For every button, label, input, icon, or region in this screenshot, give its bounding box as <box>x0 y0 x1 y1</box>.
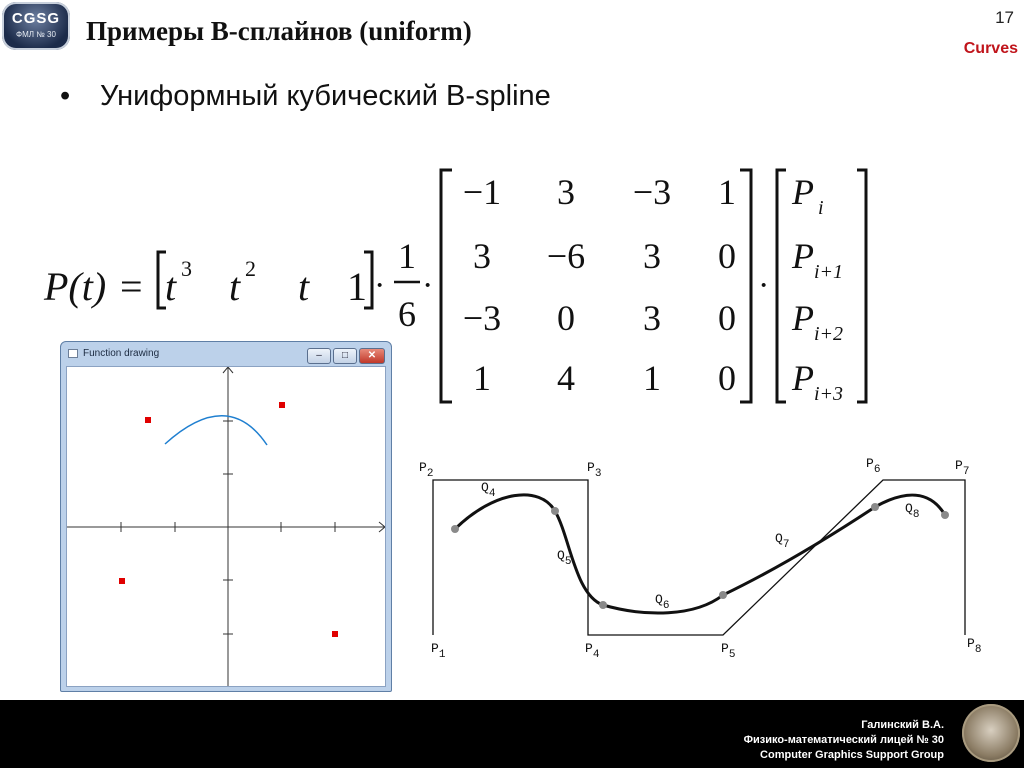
label-p7: $P_7$ <box>955 458 970 478</box>
logo-text: CGSG <box>11 10 61 27</box>
footer-school: Физико-математический лицей № 30 <box>743 734 944 746</box>
matrix-cell-r3c3: 3 <box>643 298 661 338</box>
matrix-bracket-right <box>740 170 751 402</box>
maximize-button[interactable]: □ <box>333 348 357 364</box>
control-point[interactable] <box>145 417 151 423</box>
matrix-cell-r1c2: 3 <box>557 172 575 212</box>
row-entry-1: 1 <box>347 264 367 309</box>
point-bracket-right <box>857 170 866 402</box>
b-spline-figure <box>405 445 995 680</box>
fraction-denominator: 6 <box>398 294 416 334</box>
matrix-cell-r2c1: 3 <box>473 236 491 276</box>
control-point[interactable] <box>279 402 285 408</box>
minimize-button[interactable]: – <box>307 348 331 364</box>
label-p1: $P_1$ <box>431 641 446 661</box>
formula-equals: = <box>120 264 143 309</box>
drawing-canvas[interactable] <box>66 366 386 687</box>
point-sub-3: i+3 <box>814 383 844 405</box>
control-point[interactable] <box>119 578 125 584</box>
footer-group: Computer Graphics Support Group <box>760 749 944 761</box>
matrix-cell-r3c4: 0 <box>718 298 736 338</box>
footer <box>0 700 1024 768</box>
point-p2: P <box>792 298 814 338</box>
function-drawing-window <box>60 341 392 692</box>
matrix-cell-r1c1: −1 <box>462 172 502 212</box>
formula-lhs: P(t) <box>44 264 107 309</box>
matrix-cell-r2c4: 0 <box>718 236 736 276</box>
knot-points <box>451 503 949 609</box>
label-q4: $Q_4$ <box>481 480 496 500</box>
label-p8: $P_8$ <box>967 636 982 656</box>
dot-operator-3: · <box>758 267 770 304</box>
matrix-cell-r3c2: 0 <box>557 298 575 338</box>
label-q6: $Q_6$ <box>655 592 670 612</box>
school-seal-icon <box>962 704 1020 762</box>
logo-subtext: ФМЛ № 30 <box>16 30 56 39</box>
row-entry-t: t <box>298 264 310 309</box>
point-p1: P <box>792 236 814 276</box>
section-label: Curves <box>963 40 1018 57</box>
window-title: Function drawing <box>83 348 160 359</box>
point-sub-0: i <box>818 197 824 219</box>
row-entry-t2: t <box>229 264 241 309</box>
matrix-cell-r2c2: −6 <box>546 236 586 276</box>
matrix-cell-r4c1: 1 <box>473 358 491 398</box>
point-p0: P <box>792 172 814 212</box>
footer-author: Галинский В.А. <box>861 719 944 731</box>
row-entry-t3: t <box>165 264 177 309</box>
label-p3: $P_3$ <box>587 460 602 480</box>
point-bracket-left <box>777 170 786 402</box>
label-p6: $P_6$ <box>866 456 881 476</box>
row-exp-3: 3 <box>181 256 192 281</box>
label-p5: $P_5$ <box>721 641 736 661</box>
close-button[interactable]: ✕ <box>359 348 385 364</box>
label-q7: $Q_7$ <box>775 531 790 551</box>
window-app-icon <box>68 349 78 358</box>
matrix-cell-r3c1: −3 <box>462 298 502 338</box>
row-exp-2: 2 <box>245 256 256 281</box>
matrix-cell-r1c3: −3 <box>632 172 672 212</box>
matrix-cell-r4c2: 4 <box>557 358 575 398</box>
spline-curve <box>455 495 945 613</box>
bullet-text: Униформный кубический B-spline <box>100 80 551 112</box>
matrix-cell-r1c4: 1 <box>718 172 736 212</box>
point-p3: P <box>792 358 814 398</box>
slide-number: 17 <box>995 8 1014 27</box>
matrix-cell-r2c3: 3 <box>643 236 661 276</box>
matrix-bracket-left <box>441 170 452 402</box>
spline-curve <box>165 416 267 445</box>
matrix-cell-r4c4: 0 <box>718 358 736 398</box>
dot-operator-2: · <box>422 267 434 304</box>
dot-operator-1: · <box>374 267 386 304</box>
footer-credits <box>744 718 944 763</box>
point-sub-1: i+1 <box>814 261 844 283</box>
matrix-cell-r4c3: 1 <box>643 358 661 398</box>
point-sub-2: i+2 <box>814 323 844 345</box>
label-q5: $Q_5$ <box>557 548 572 568</box>
label-p2: $P_2$ <box>419 460 434 480</box>
fraction-numerator: 1 <box>398 236 416 276</box>
bullet-marker: • <box>60 80 71 112</box>
function-plot <box>67 367 385 686</box>
control-point[interactable] <box>332 631 338 637</box>
label-p4: $P_4$ <box>585 641 600 661</box>
slide-title: Примеры B-сплайнов (uniform) <box>86 16 472 46</box>
label-q8: $Q_8$ <box>905 501 920 521</box>
